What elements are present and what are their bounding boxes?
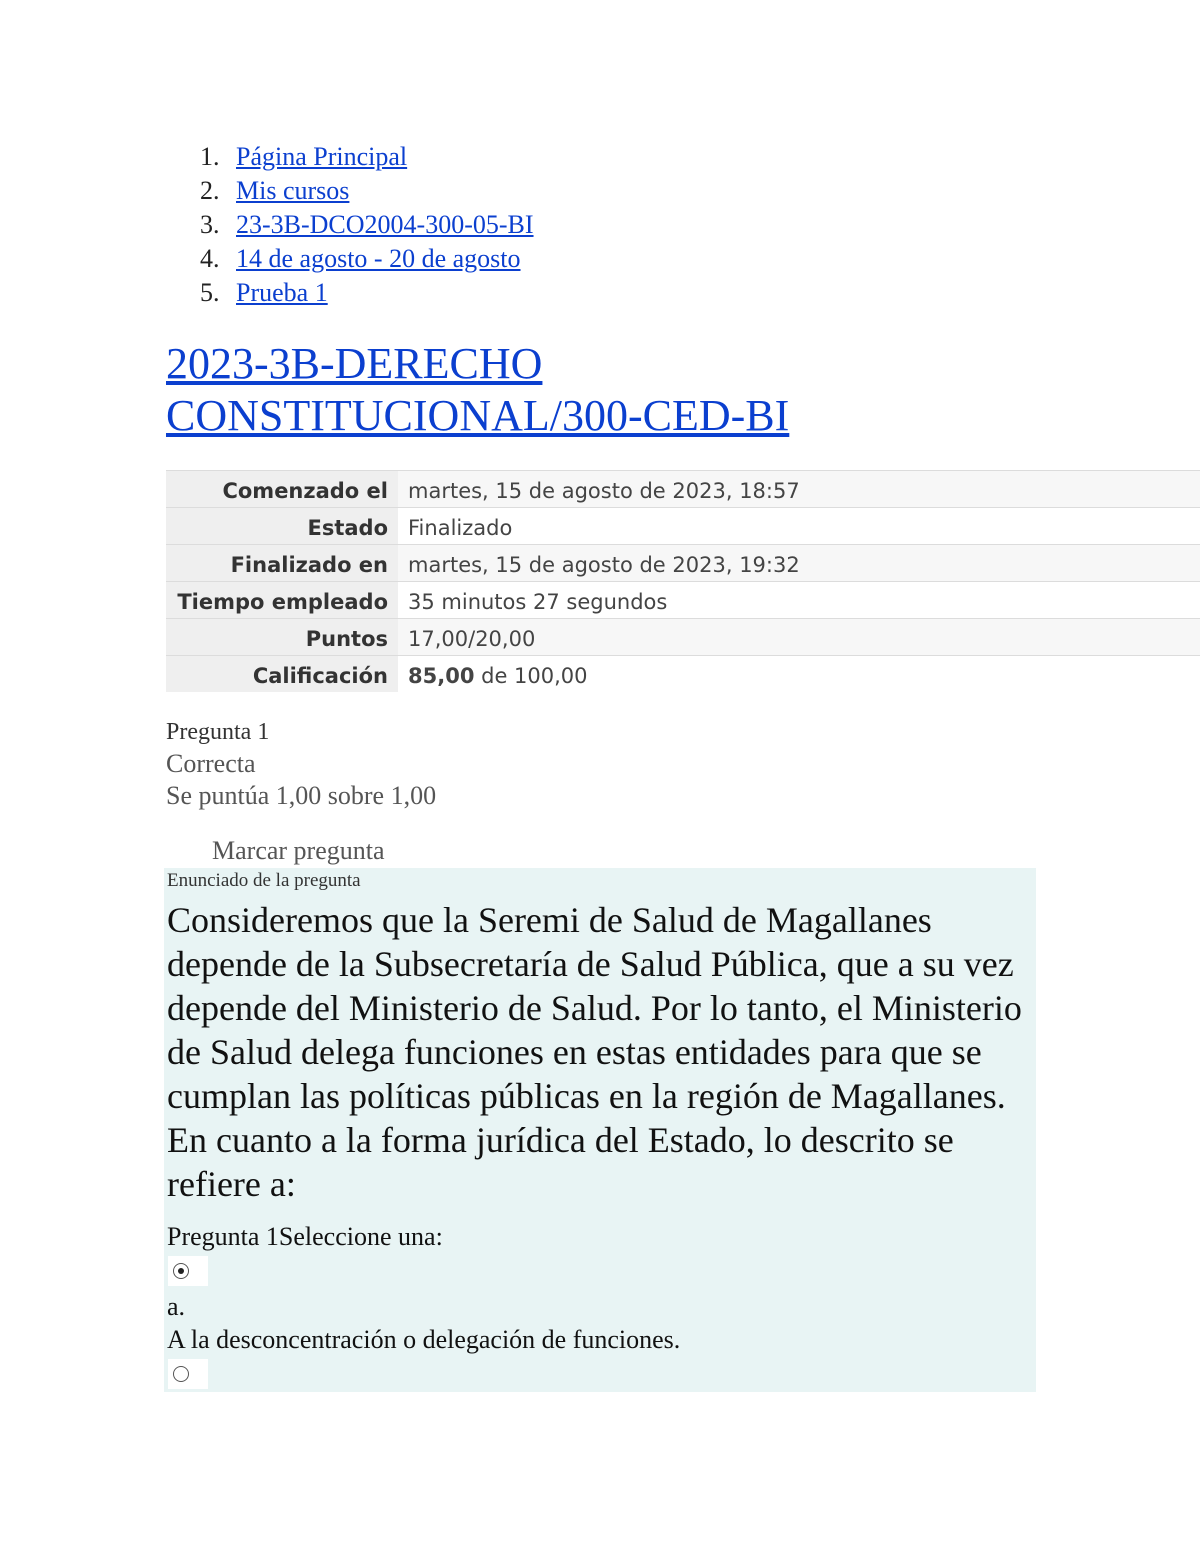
table-row — [166, 619, 1200, 656]
table-row — [166, 508, 1200, 545]
breadcrumb-number: 3. — [200, 210, 220, 239]
radio-selected-icon — [173, 1263, 189, 1279]
radio-unselected-icon — [173, 1366, 189, 1382]
option-a-letter: a. — [167, 1292, 186, 1321]
breadcrumb-item — [200, 208, 534, 242]
question-info — [166, 716, 436, 812]
breadcrumb-link-course[interactable]: 23-3B-DCO2004-300-05-BI — [236, 210, 534, 239]
option-b-radio[interactable] — [168, 1359, 208, 1389]
flag-question-link[interactable]: Marcar pregunta — [212, 836, 385, 865]
answer-prompt: Pregunta 1Seleccione una: — [167, 1222, 443, 1251]
summary-label: Finalizado en — [166, 545, 398, 582]
course-title-line1: 2023-3B-DERECHO — [166, 339, 543, 388]
question-state: Correcta — [166, 749, 256, 778]
grade-max: de 100,00 — [474, 664, 588, 688]
breadcrumb-number: 4. — [200, 244, 220, 273]
breadcrumb-link-my-courses[interactable]: Mis cursos — [236, 176, 350, 205]
question-text: Consideremos que la Seremi de Salud de Magallanes depende de la Subsecretaría de Salud Pública, que a su vez depende del Ministerio de Salud. Por lo tanto, el Ministerio de Salud delega funciones en estas entidades para que se cumplan las políticas públicas en la región de Magallanes. En cuanto a la forma jurídica del Estado, lo descrito se refiere a: — [167, 900, 1022, 1204]
summary-label: Estado — [166, 508, 398, 545]
summary-value: Finalizado — [398, 508, 1200, 545]
breadcrumb-item — [200, 174, 534, 208]
table-row — [166, 545, 1200, 582]
course-title-line2: CONSTITUCIONAL/300-CED-BI — [166, 391, 790, 440]
question-number: Pregunta 1 — [166, 719, 270, 745]
breadcrumb-link-quiz[interactable]: Prueba 1 — [236, 278, 328, 307]
breadcrumb-item — [200, 140, 534, 174]
summary-value: martes, 15 de agosto de 2023, 18:57 — [398, 471, 1200, 508]
attempt-summary-table — [166, 470, 1200, 692]
breadcrumb-number: 1. — [200, 142, 220, 171]
summary-value: 17,00/20,00 — [398, 619, 1200, 656]
summary-label: Calificación — [166, 656, 398, 693]
course-title-link[interactable] — [166, 339, 789, 440]
breadcrumb-item — [200, 242, 534, 276]
summary-label: Tiempo empleado — [166, 582, 398, 619]
breadcrumb-link-home[interactable]: Página Principal — [236, 142, 408, 171]
breadcrumb-link-week[interactable]: 14 de agosto - 20 de agosto — [236, 244, 521, 273]
grade-value: 85,00 — [408, 664, 475, 688]
option-a-text: A la desconcentración o delegación de funciones. — [167, 1325, 681, 1354]
question-statement-label: Enunciado de la pregunta — [167, 870, 361, 891]
breadcrumb-number: 2. — [200, 176, 220, 205]
question-content — [164, 868, 1036, 1392]
question-grade: Se puntúa 1,00 sobre 1,00 — [166, 781, 437, 810]
summary-value: martes, 15 de agosto de 2023, 19:32 — [398, 545, 1200, 582]
breadcrumb-number: 5. — [200, 278, 220, 307]
breadcrumb — [200, 140, 534, 310]
summary-value: 35 minutos 27 segundos — [398, 582, 1200, 619]
summary-label: Comenzado el — [166, 471, 398, 508]
option-a-radio[interactable] — [168, 1256, 208, 1286]
summary-label: Puntos — [166, 619, 398, 656]
course-title — [166, 338, 789, 442]
table-row — [166, 471, 1200, 508]
summary-value — [398, 656, 1200, 693]
breadcrumb-item — [200, 276, 534, 310]
table-row — [166, 582, 1200, 619]
table-row — [166, 656, 1200, 693]
